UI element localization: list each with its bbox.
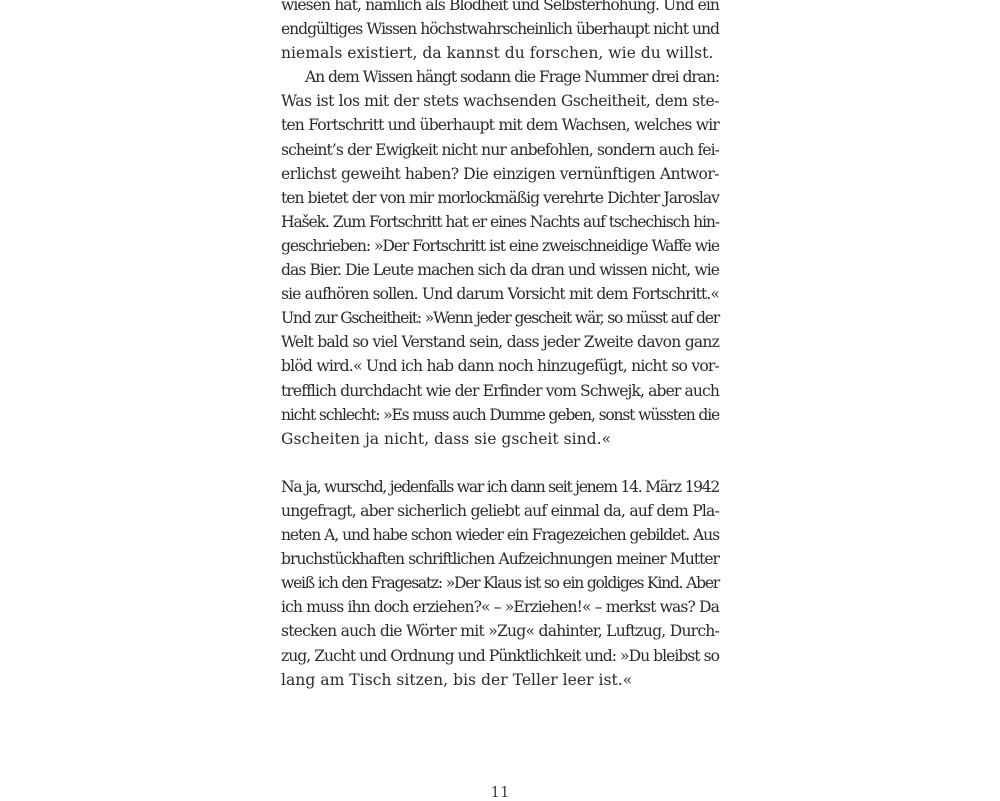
text-line: Welt bald so viel Verstand sein, dass jeder Zweite davon ganz bbox=[281, 333, 719, 352]
text-line: Was ist los mit der stets wachsenden Gscheitheit, dem ste- bbox=[281, 92, 719, 111]
text-line: trefflich durchdacht wie der Erfinder vom Schwejk, aber auch bbox=[281, 381, 719, 400]
text-line: Und zur Gscheitheit: »Wenn jeder gescheit wär, so müsst auf der bbox=[281, 309, 719, 328]
page-number: 11 bbox=[490, 783, 510, 801]
paragraph-gap bbox=[281, 451, 719, 475]
text-line: ten Fortschritt und überhaupt mit dem Wachsen, welches wir bbox=[281, 116, 719, 135]
text-line: scheint’s der Ewigkeit nicht nur anbefohlen, sondern auch fei- bbox=[281, 140, 719, 159]
paragraph-2 bbox=[281, 65, 719, 451]
paragraph-1 bbox=[281, 0, 719, 65]
text-line: An dem Wissen hängt sodann die Frage Nummer drei dran: bbox=[305, 68, 719, 87]
text-line: das Bier. Die Leute machen sich da dran und wissen nicht, wie bbox=[281, 261, 719, 280]
text-line: weiß ich den Fragesatz: »Der Klaus ist so ein goldiges Kind. Aber bbox=[281, 574, 719, 593]
body-text bbox=[281, 0, 719, 692]
text-line: neten A, und habe schon wieder ein Fragezeichen gebildet. Aus bbox=[281, 526, 719, 545]
text-line: zug, Zucht und Ordnung und Pünktlichkeit und: »Du bleibst so bbox=[281, 646, 719, 665]
text-line: endgültiges Wissen höchstwahrscheinlich überhaupt nicht und bbox=[281, 20, 719, 39]
text-line: nicht schlecht: »Es muss auch Dumme geben, sonst wüssten die bbox=[281, 405, 719, 424]
text-line: ungefragt, aber sicherlich geliebt auf einmal da, auf dem Pla- bbox=[281, 501, 719, 520]
text-line: bruchstückhaften schriftlichen Aufzeichnungen meiner Mutter bbox=[281, 550, 719, 569]
text-line: ten bietet der von mir morlockmäßig verehrte Dichter Jaroslav bbox=[281, 188, 719, 207]
text-line: ich muss ihn doch erziehen?« – »Erziehen!« – merkst was? Da bbox=[281, 598, 719, 617]
text-line: lang am Tisch sitzen, bis der Teller leer ist.« bbox=[281, 670, 633, 689]
paragraph-3 bbox=[281, 475, 719, 692]
text-line: Hašek. Zum Fortschritt hat er eines Nachts auf tschechisch hin- bbox=[281, 212, 719, 231]
text-line: Gscheiten ja nicht, dass sie gscheit sind.« bbox=[281, 429, 612, 448]
text-line: blöd wird.« Und ich hab dann noch hinzugefügt, nicht so vor- bbox=[281, 357, 719, 376]
text-line: geschrieben: »Der Fortschritt ist eine zweischneidige Waffe wie bbox=[281, 236, 719, 255]
text-line: Na ja, wurschd, jedenfalls war ich dann seit jenem 14. März 1942 bbox=[281, 477, 719, 496]
text-line: erlichst geweiht haben? Die einzigen vernünftigen Antwor- bbox=[281, 164, 719, 183]
text-line: sie aufhören sollen. Und darum Vorsicht mit dem Fortschritt.« bbox=[281, 285, 719, 304]
text-line: wiesen hat, nämlich als Blödheit und Selbsterhöhung. Und ein bbox=[281, 0, 719, 14]
text-line: stecken auch die Wörter mit »Zug« dahinter, Luftzug, Durch- bbox=[281, 622, 719, 641]
text-line: niemals existiert, da kannst du forschen, wie du willst. bbox=[281, 44, 714, 63]
